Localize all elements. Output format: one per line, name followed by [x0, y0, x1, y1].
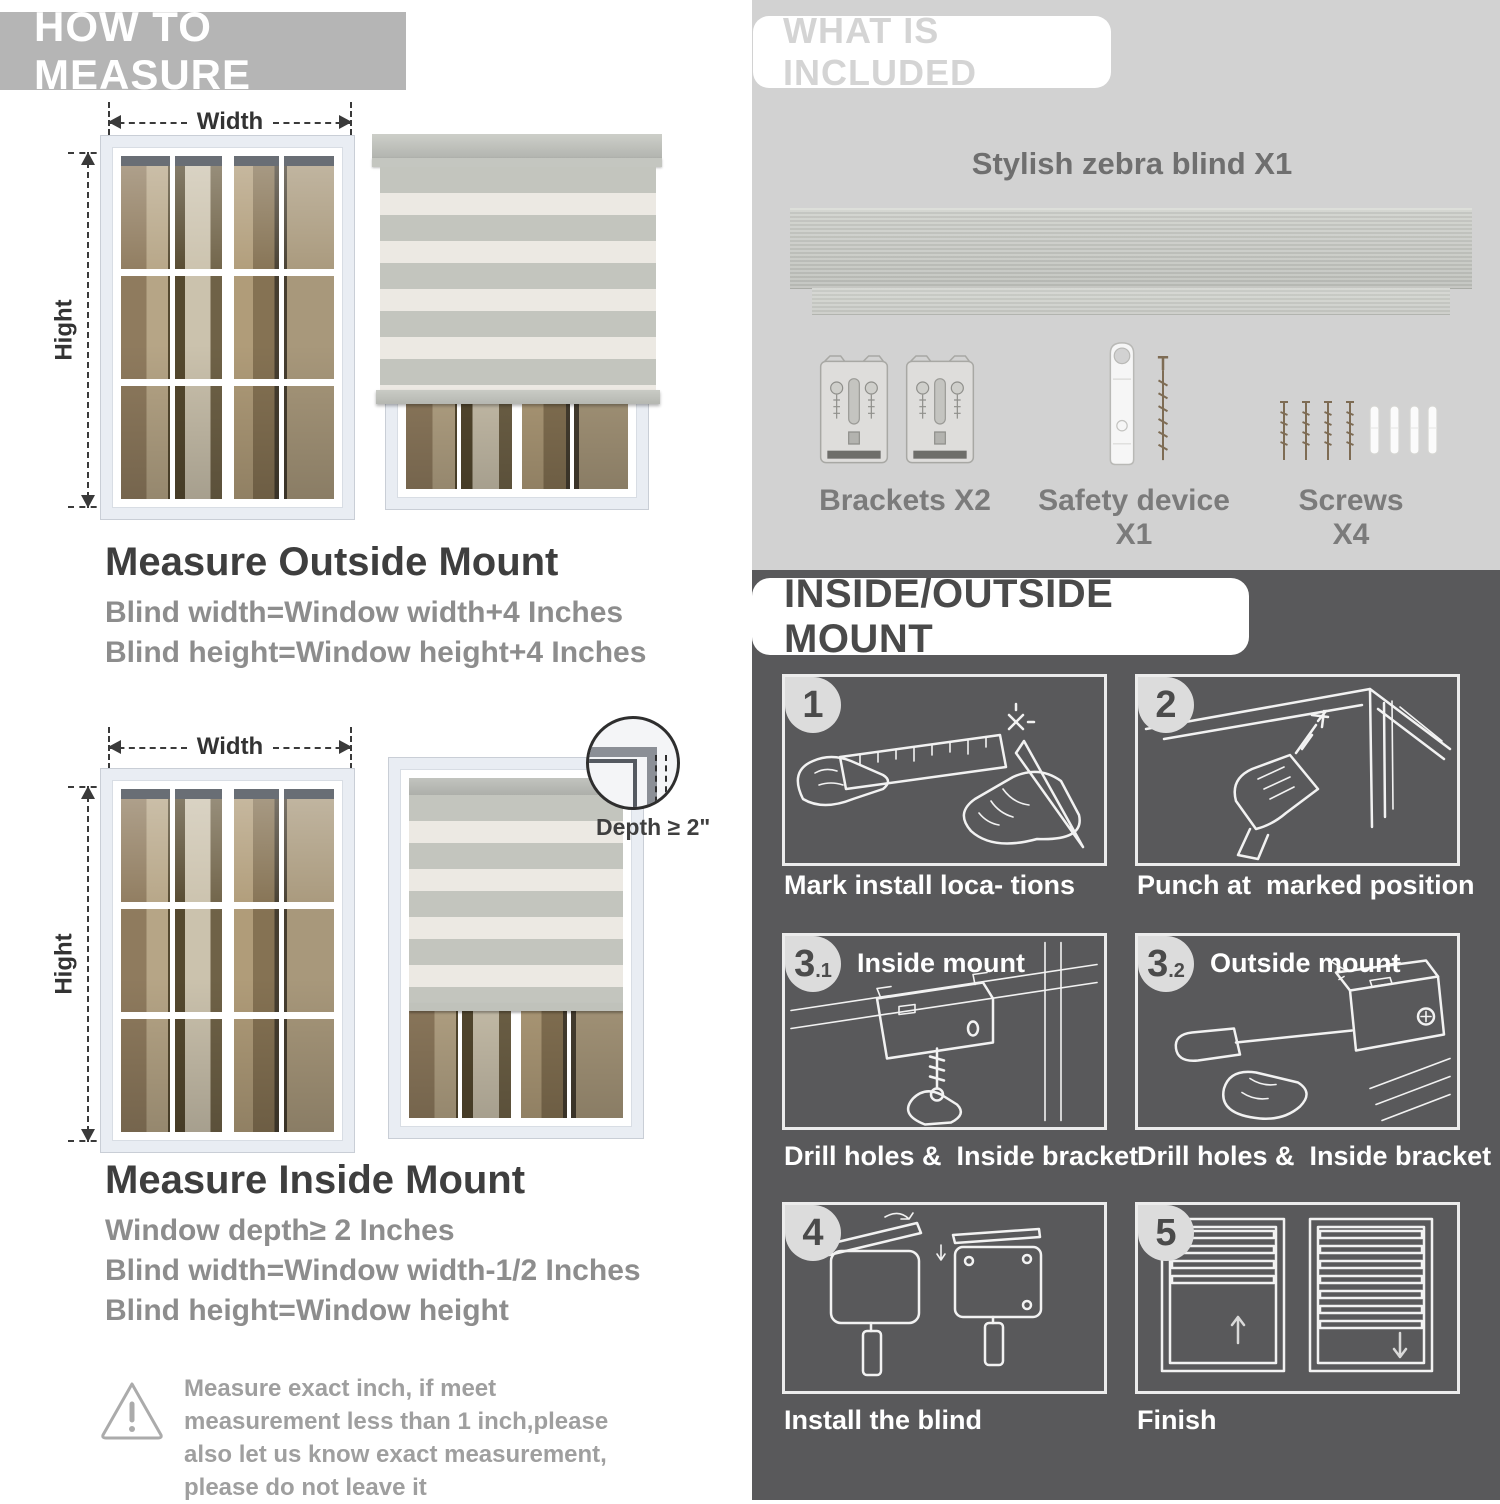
inside-outside-mount-section [752, 570, 1500, 1500]
outside-formula-width: Blind width=Window width+4 Inches [105, 596, 624, 629]
depth-detail-circle [586, 716, 680, 810]
arrow-right-icon [339, 115, 352, 129]
screw-icon [1154, 352, 1172, 468]
arrow-right-icon [339, 740, 352, 754]
what-is-included-section [752, 0, 1500, 570]
window-photo-inside [100, 768, 355, 1153]
bracket-icon [814, 352, 894, 472]
measure-outside-title: Measure Outside Mount [105, 540, 559, 584]
step3-1-label: Inside mount [857, 948, 1025, 978]
arrow-left-icon [108, 740, 121, 754]
screws-and-anchors-icon [1272, 398, 1442, 468]
what-is-included-title: WHAT IS INCLUDED [783, 10, 977, 93]
measure-inside-title: Measure Inside Mount [105, 1158, 526, 1202]
inside-height-arrow [50, 786, 98, 1142]
inside-width-arrow [108, 733, 352, 760]
mount-section-title: INSIDE/OUTSIDE MOUNT [784, 571, 1114, 661]
zebra-shade [380, 167, 656, 390]
step3-2-label: Outside mount [1210, 948, 1401, 978]
step2-badge: 2 [1138, 677, 1194, 733]
step4-badge: 4 [785, 1205, 841, 1261]
mount-section-banner [752, 571, 1249, 661]
step1-panel [782, 674, 1107, 866]
outside-formula-height: Blind height=Window height+4 Inches [105, 636, 647, 669]
arrow-left-icon [108, 115, 121, 129]
bracket-icon [900, 352, 980, 472]
step3-2-caption: Drill holes & Inside bracket [1137, 1141, 1492, 1171]
depth-label: Depth ≥ 2" [596, 814, 711, 840]
step3-1-caption: Drill holes & Inside bracket [784, 1141, 1139, 1171]
zebra-blind-roll-image [812, 288, 1450, 315]
width-label: Width [196, 108, 264, 135]
inside-formula-depth: Window depth≥ 2 Inches [105, 1214, 455, 1247]
step3-2-badge: 3 .2 [1138, 936, 1194, 992]
product-title: Stylish zebra blind X1 [971, 146, 1293, 181]
arrow-down-icon [81, 495, 95, 508]
outside-width-arrow [108, 108, 352, 135]
inside-blind [409, 778, 623, 1011]
step3-1-badge: 3 .1 [785, 936, 841, 992]
blind-bottom-rail [376, 390, 660, 404]
inside-formula-height: Blind height=Window height [105, 1294, 509, 1327]
what-is-included-banner [753, 10, 1111, 93]
step4-caption: Install the blind [784, 1405, 983, 1435]
step5-badge: 5 [1138, 1205, 1194, 1261]
height-label: Hight [50, 299, 78, 361]
step5-caption: Finish [1137, 1405, 1217, 1435]
zebra-blind-cassette-image [790, 208, 1472, 289]
height-label: Hight [50, 933, 78, 995]
arrow-up-icon [81, 152, 95, 165]
step2-caption: Punch at marked position [1137, 870, 1475, 900]
warning-text: Measure exact inch, if meet measurement less than 1 inch,please also let us know exact measurement, please do not leave it [184, 1375, 609, 1501]
arrow-up-icon [81, 786, 95, 799]
step5-panel [1135, 1202, 1460, 1394]
how-to-measure-title: HOW TO MEASURE [34, 3, 252, 98]
step1-caption: Mark install loca- tions [784, 870, 1076, 900]
inside-formula-width: Blind width=Window width-1/2 Inches [105, 1254, 641, 1287]
warning-triangle-icon [98, 1378, 166, 1442]
screws-label: Screws X4 [1298, 484, 1404, 551]
step1-badge: 1 [785, 677, 841, 733]
window-photo-outside [100, 135, 355, 520]
safety-device-icon [1100, 340, 1144, 470]
step2-panel [1135, 674, 1460, 866]
step3-1-panel [782, 933, 1107, 1130]
width-label: Width [196, 733, 264, 760]
safety-device-label: Safety device X1 [1038, 484, 1230, 551]
blind-cassette [372, 134, 662, 158]
step4-panel [782, 1202, 1107, 1394]
step3-2-panel [1135, 933, 1460, 1130]
inside-zebra-shade [409, 795, 623, 1003]
brackets-label: Brackets X2 [819, 484, 991, 517]
arrow-down-icon [81, 1129, 95, 1142]
how-to-measure-banner [0, 3, 406, 98]
window-glass [121, 156, 334, 499]
outside-height-arrow [50, 152, 98, 508]
